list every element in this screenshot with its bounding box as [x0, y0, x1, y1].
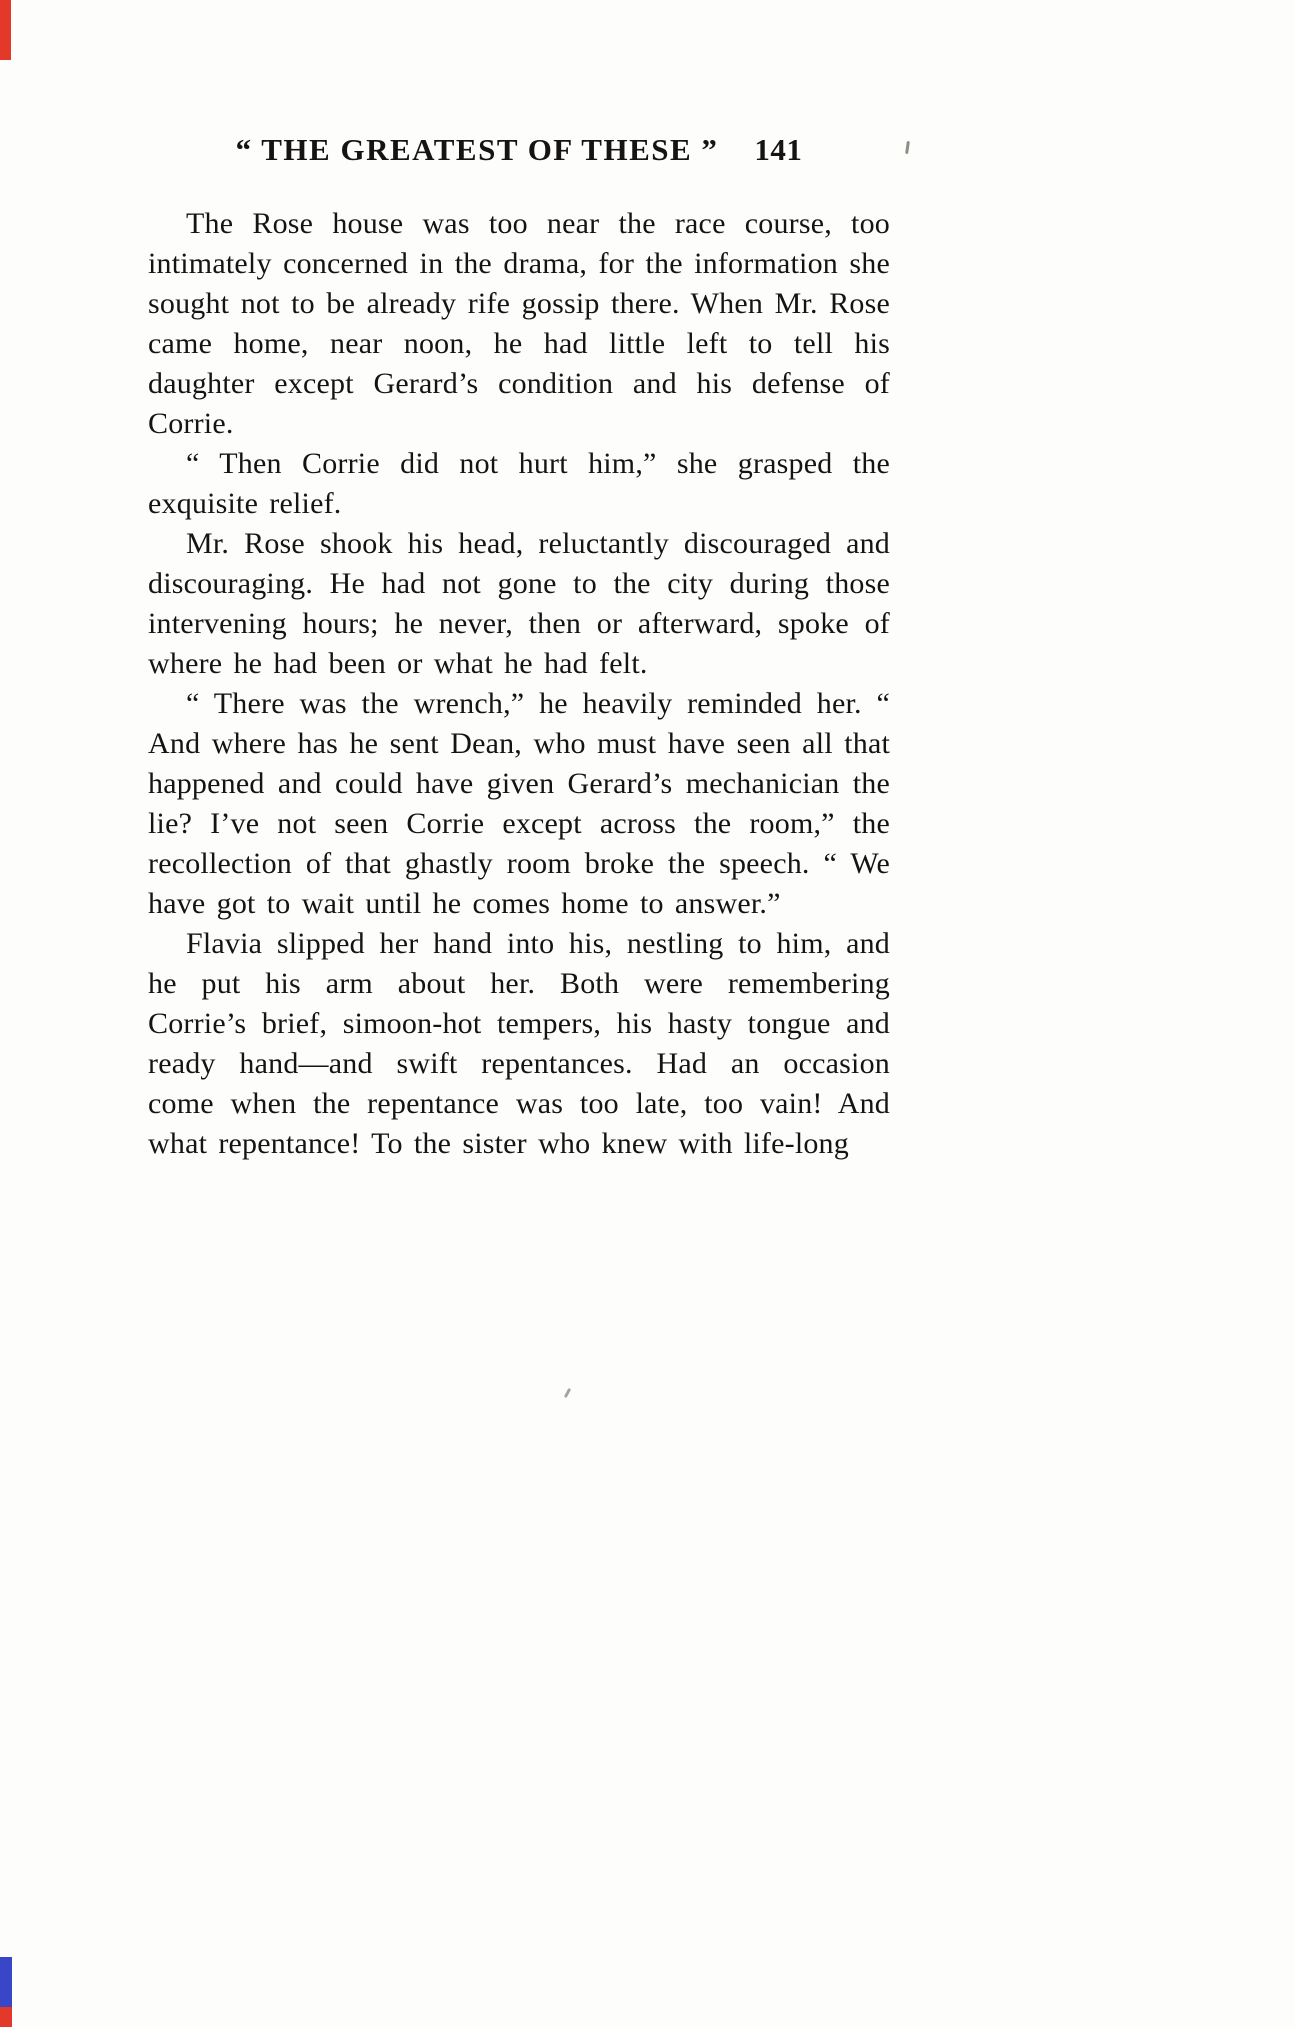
paragraph: “ There was the wrench,” he heavily reminded her. “ And where has he sent Dean, who must have seen all that happened and could have given Gerard’s mechanician the lie? I’ve not seen Corrie except across the room,” the recollection of that ghastly room broke the speech. “ We have got to wait until he comes home to answer.”	[148, 687, 890, 920]
scan-speck-bottom-center	[564, 1388, 571, 1398]
scan-edge-artifact-bottom-red	[0, 2007, 12, 2027]
running-header-title: “ THE GREATEST OF THESE ”	[235, 132, 719, 167]
scan-edge-artifact-top-red	[0, 0, 11, 60]
page-body	[148, 204, 890, 1164]
paragraph: The Rose house was too near the race course, too intimately concerned in the drama, for the information she sought not to be already rife gossip there. When Mr. Rose came home, near noon, he had little left to tell his daughter except Gerard’s condition and his defense of Corrie.	[148, 207, 890, 440]
text-block	[148, 132, 890, 1164]
scan-edge-artifact-bottom-blue	[0, 1957, 12, 2007]
paragraph: Mr. Rose shook his head, reluctantly discouraged and discouraging. He had not gone to the city during those intervening hours; he never, then or afterward, spoke of where he had been or what he had felt.	[148, 527, 890, 680]
paragraph: “ Then Corrie did not hurt him,” she grasped the exquisite relief.	[148, 447, 890, 520]
page-number: 141	[754, 132, 803, 167]
running-header	[148, 132, 890, 168]
paragraph: Flavia slipped her hand into his, nestling to him, and he put his arm about her. Both were remembering Corrie’s brief, simoon-hot tempers, his hasty tongue and ready hand—and swift repentances. Had an occasion come when the repentance was too late, too vain! And what repentance! To the sister who knew with life-long	[148, 927, 890, 1160]
scan-speck-top-right	[905, 141, 910, 154]
